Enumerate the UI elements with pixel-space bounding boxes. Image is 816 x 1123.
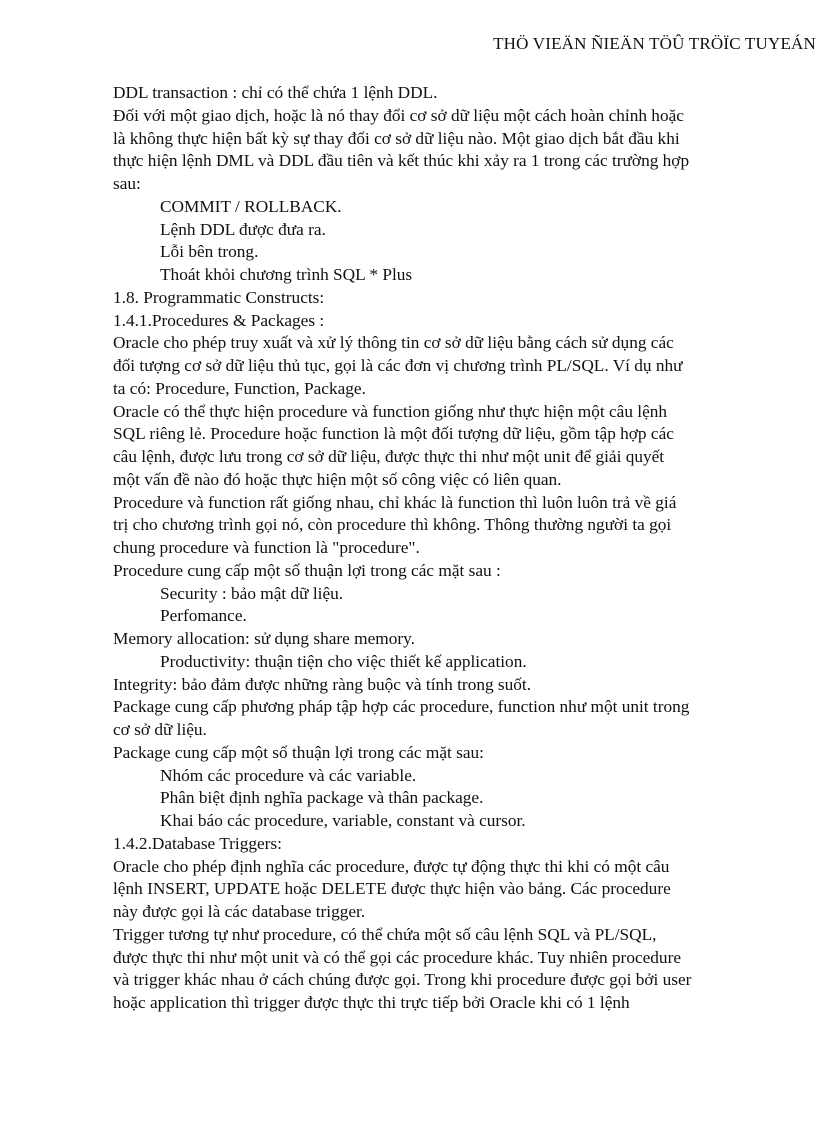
text-line: lệnh INSERT, UPDATE hoặc DELETE được thực hiện vào bảng. Các procedure [113, 879, 671, 899]
text-line: thực hiện lệnh DML và DDL đầu tiên và kết thúc khi xảy ra 1 trong các trường hợp [113, 151, 690, 171]
text-line: cơ sở dữ liệu. [113, 720, 207, 739]
text-line: 1.4.2.Database Triggers: [113, 833, 282, 853]
text-line: câu lệnh, được lưu trong cơ sở dữ liệu, được thực thi như một unit để giải quyết [113, 447, 665, 466]
text-line: đối tượng cơ sở dữ liệu thủ tục, gọi là các đơn vị chương trình PL/SQL. Ví dụ như [113, 356, 683, 375]
text-line: Procedure cung cấp một số thuận lợi trong các mặt sau : [113, 560, 501, 580]
text-line: Integrity: bảo đảm được những ràng buộc và tính trong suốt. [113, 674, 532, 694]
text-line: 1.4.1.Procedures & Packages : [113, 310, 325, 330]
list-item: Phân biệt định nghĩa package và thân package. [160, 788, 484, 808]
list-item: Lệnh DDL được đưa ra. [160, 219, 326, 239]
text-line: Memory allocation: sử dụng share memory. [113, 629, 415, 648]
text-line: Procedure và function rất giống nhau, chỉ khác là function thì luôn luôn trả về giá [113, 492, 677, 512]
text-line: Package cung cấp một số thuận lợi trong các mặt sau: [113, 742, 484, 762]
text-line: chung procedure và function là "procedure". [113, 538, 420, 557]
list-item: Khai báo các procedure, variable, constant và cursor. [160, 811, 526, 830]
list-item: Thoát khỏi chương trình SQL * Plus [160, 265, 413, 284]
text-line: Oracle cho phép định nghĩa các procedure, được tự động thực thi khi có một câu [113, 856, 670, 876]
text-line: SQL riêng lẻ. Procedure hoặc function là một đối tượng dữ liệu, gồm tập hợp các [113, 424, 674, 444]
text-line: trị cho chương trình gọi nó, còn procedure thì không. Thông thường người ta gọi [113, 515, 672, 535]
text-line: DDL transaction : chỉ có thể chứa 1 lệnh DDL. [113, 83, 438, 102]
text-line: sau: [113, 174, 141, 193]
text-line: Oracle có thể thực hiện procedure và function giống như thực hiện một câu lệnh [113, 401, 668, 421]
list-item: COMMIT / ROLLBACK. [160, 196, 342, 216]
page-header: THÖ VIEÄN ÑIEÄN TÖÛ TRÖÏC TUYEÁN [493, 34, 816, 53]
text-line: hoặc application thì trigger được thực thi trực tiếp bởi Oracle khi có 1 lệnh [113, 993, 630, 1012]
text-line: Package cung cấp phương pháp tập hợp các procedure, function như một unit trong [113, 697, 690, 717]
document-body [113, 82, 753, 1015]
text-line: Đối với một giao dịch, hoặc là nó thay đổi cơ sở dữ liệu một cách hoàn chỉnh hoặc [113, 105, 684, 125]
text-line: Oracle cho phép truy xuất và xử lý thông tin cơ sở dữ liệu bằng cách sử dụng các [113, 333, 674, 353]
list-item: Nhóm các procedure và các variable. [160, 765, 417, 785]
list-item: Security : bảo mật dữ liệu. [160, 583, 344, 603]
list-item: Lỗi bên trong. [160, 242, 259, 262]
list-item: Productivity: thuận tiện cho việc thiết kế application. [160, 651, 527, 671]
text-line: được thực thi như một unit và có thể gọi các procedure khác. Tuy nhiên procedure [113, 947, 682, 967]
text-line: 1.8. Programmatic Constructs: [113, 287, 325, 307]
text-line: và trigger khác nhau ở cách chúng được gọi. Trong khi procedure được gọi bởi user [113, 970, 692, 990]
text-line: một vấn đề nào đó hoặc thực hiện một số công việc có liên quan. [113, 469, 562, 489]
text-line: này được gọi là các database trigger. [113, 902, 366, 921]
text-line: Trigger tương tự như procedure, có thể chứa một số câu lệnh SQL và PL/SQL, [113, 924, 657, 944]
text-line: ta có: Procedure, Function, Package. [113, 378, 366, 398]
list-item: Perfomance. [160, 606, 247, 626]
text-line: là không thực hiện bất kỳ sự thay đổi cơ sở dữ liệu nào. Một giao dịch bắt đầu khi [113, 128, 680, 148]
